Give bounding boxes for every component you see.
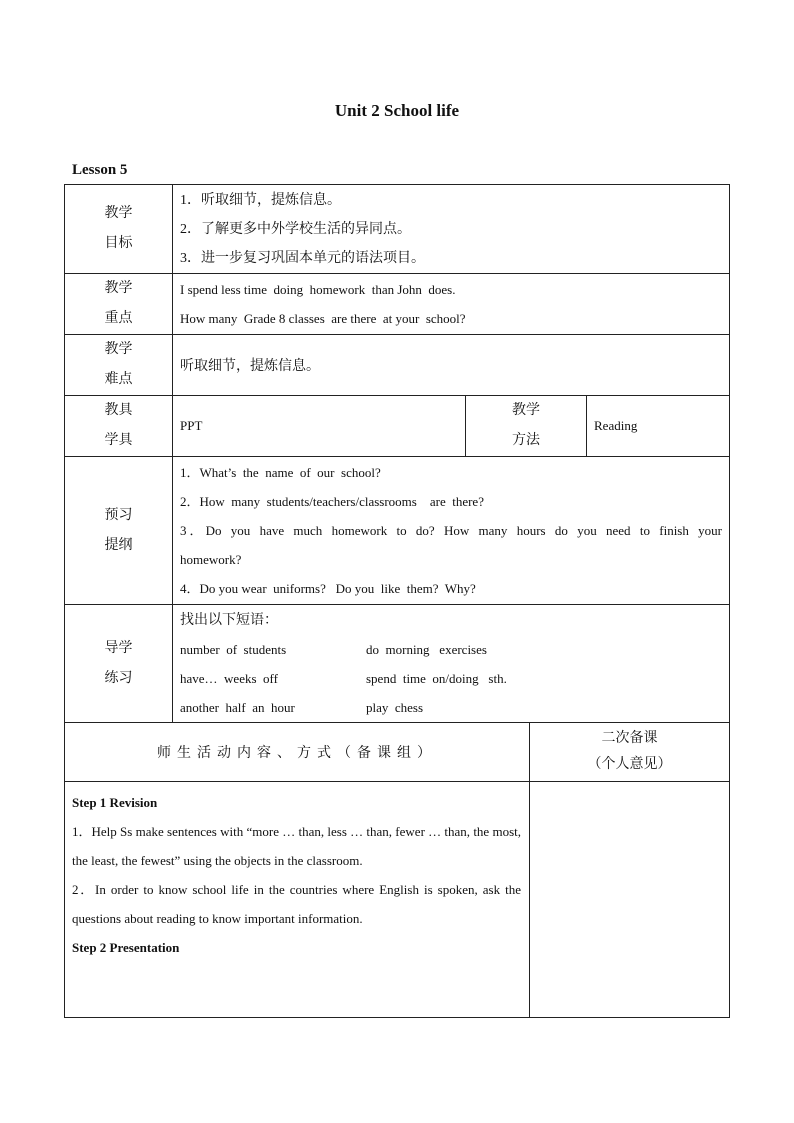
objective-item: 2．了解更多中外学校生活的异同点。: [180, 221, 411, 237]
step-title: Step 1 Revision: [72, 795, 158, 810]
difficulties-content: 听取细节，提炼信息。: [173, 335, 730, 396]
preview-content: [173, 457, 730, 605]
second-prep-header: 二次备课 （个人意见）: [530, 723, 730, 782]
key-point-item: I spend less time doing homework than John does.: [180, 282, 456, 297]
phrase-row: [180, 693, 722, 722]
phrase-row: [180, 664, 722, 693]
objective-item: 3．进一步复习巩固本单元的语法项目。: [180, 250, 425, 266]
preview-item: 2．How many students/teachers/classrooms are there?: [180, 494, 484, 509]
phrase: have… weeks off: [180, 670, 278, 686]
preview-item: 1．What’s the name of our school?: [180, 465, 381, 480]
preview-label: 预习 提纲: [65, 457, 173, 605]
lesson-heading: Lesson 5: [72, 162, 128, 178]
preview-item: 4．Do you wear uniforms? Do you like them? Why?: [180, 581, 476, 596]
objectives-row: [65, 185, 730, 274]
practice-content: [173, 605, 730, 723]
phrase-row: [180, 635, 722, 664]
steps-row: [65, 782, 730, 1018]
preview-item: 3．Do you have much homework to do? How many hours do you need to finish your homework?: [180, 523, 722, 567]
phrase: spend time on/doing sth.: [366, 670, 507, 686]
key-points-content: [173, 274, 730, 335]
key-points-row: [65, 274, 730, 335]
method-value: Reading: [587, 396, 730, 457]
preview-row: [65, 457, 730, 605]
difficulties-label: 教学 难点: [65, 335, 173, 396]
step-paragraph: 1．Help Ss make sentences with “more … than, less … than, fewer … than, the most, the least, the fewest” using the objects in the classroom.: [72, 824, 521, 868]
objectives-content: [173, 185, 730, 274]
page-title: Unit 2 School life: [334, 101, 460, 120]
phrase: another half an hour: [180, 699, 295, 715]
difficulties-row: [65, 335, 730, 396]
activities-header: 师生活动内容、方式（备课组）: [65, 723, 530, 782]
practice-label: 导学 练习: [65, 605, 173, 723]
lesson-plan-table: [64, 184, 730, 1018]
practice-row: [65, 605, 730, 723]
phrase: number of students: [180, 641, 287, 657]
phrase: play chess: [366, 699, 424, 715]
practice-intro: 找出以下短语：: [180, 612, 278, 628]
activities-header-row: [65, 723, 730, 782]
tools-value: PPT: [173, 396, 466, 457]
key-point-item: How many Grade 8 classes are there at your school?: [180, 311, 466, 326]
steps-content: [65, 782, 530, 1018]
second-prep-notes: [530, 782, 730, 1018]
method-label: 教学 方法: [466, 396, 587, 457]
step-title: Step 2 Presentation: [72, 940, 180, 955]
key-points-label: 教学 重点: [65, 274, 173, 335]
tools-row: [65, 396, 730, 457]
objective-item: 1．听取细节，提炼信息。: [180, 192, 341, 208]
objectives-label: 教学 目标: [65, 185, 173, 274]
tools-label: 教具 学具: [65, 396, 173, 457]
step-paragraph: 2．In order to know school life in the countries where English is spoken, ask the questions about reading to know important information.: [72, 882, 521, 926]
phrase: do morning exercises: [366, 641, 487, 657]
